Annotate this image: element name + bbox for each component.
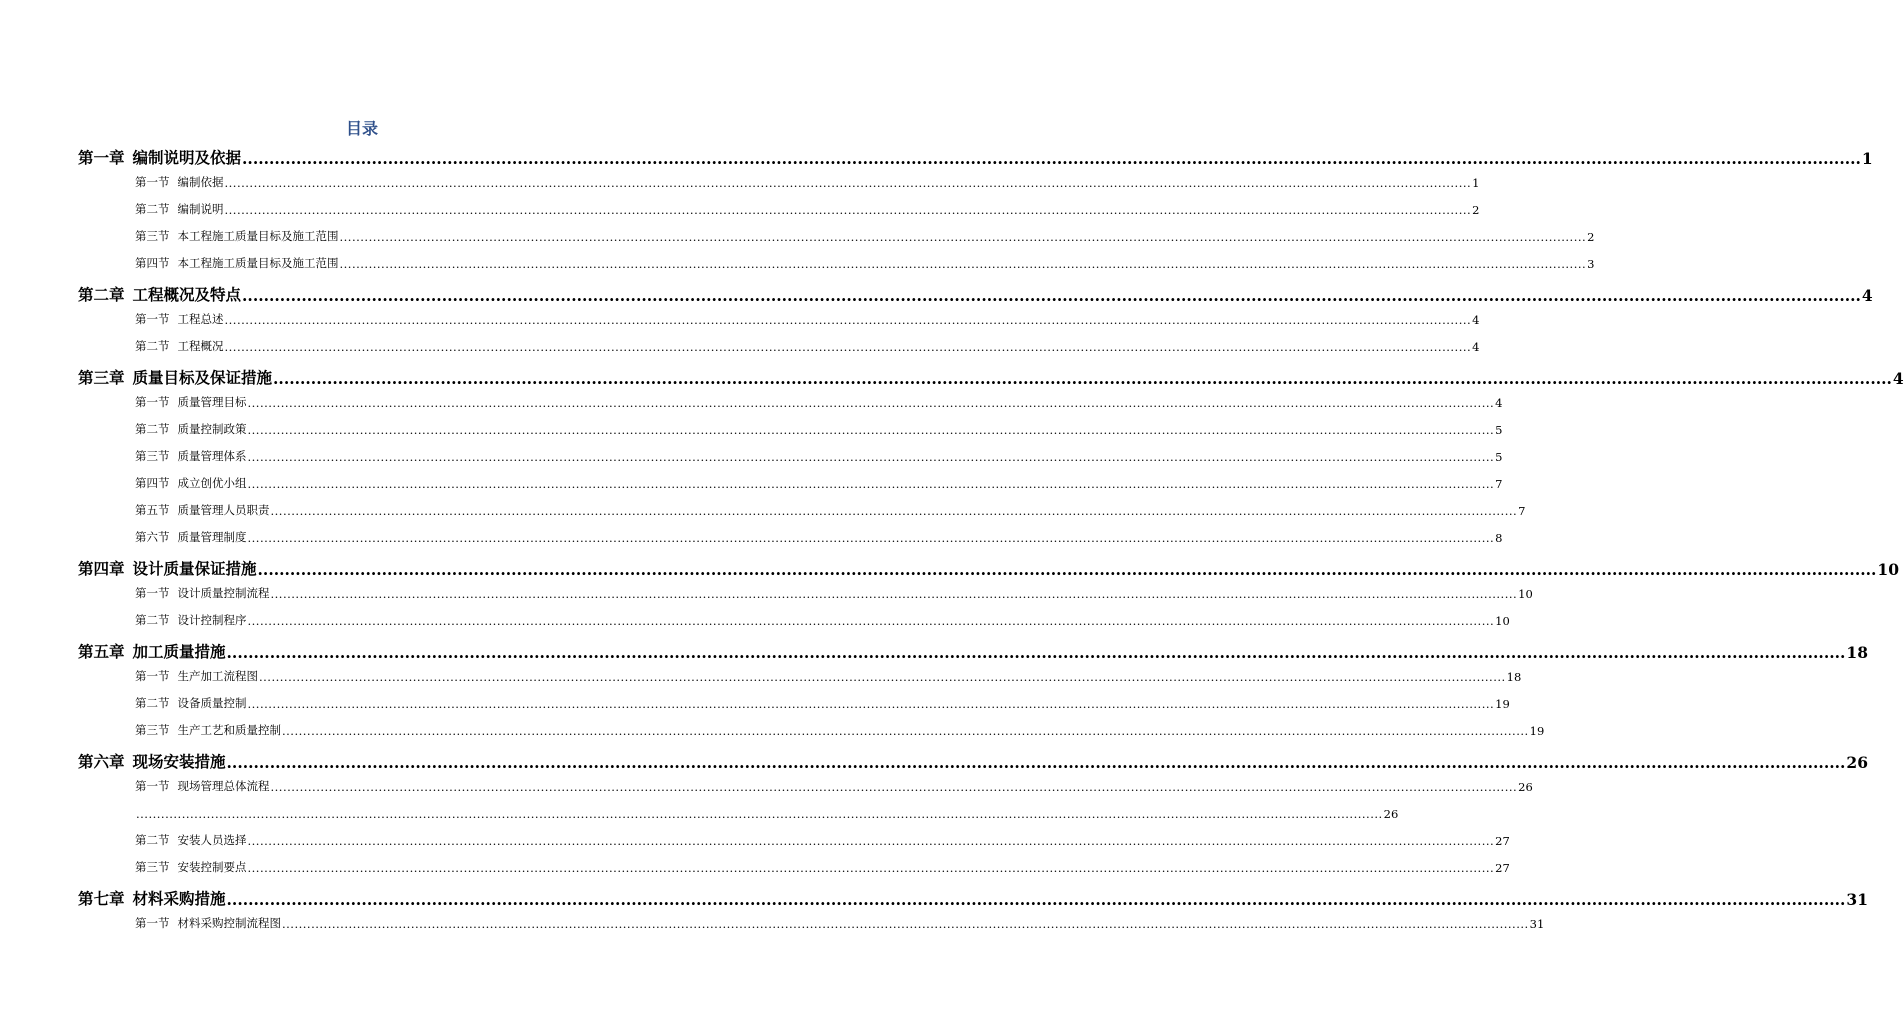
toc-entry-text: 工程总述 (177, 312, 224, 326)
toc-section-entry[interactable] (135, 390, 1503, 410)
toc-page-number: 19 (1529, 724, 1545, 738)
toc-entry-text: 生产加工流程图 (177, 669, 258, 683)
toc-entry-number: 第四章 (78, 559, 125, 578)
toc-page-number: 26 (1518, 780, 1533, 794)
toc-page-number: 26 (1383, 807, 1399, 821)
toc-page-number: 4 (1861, 286, 1873, 305)
toc-leader-dots: ............................................................................................................................................................................................................................................................................................................ (259, 670, 1506, 684)
toc-page-number: 4 (1472, 313, 1480, 327)
toc-page-number: 27 (1495, 861, 1510, 875)
toc-entry-text: 设计质量保证措施 (132, 559, 257, 578)
toc-entry-text: 本工程施工质量目标及施工范围 (177, 256, 339, 270)
toc-entry-text: 成立创优小组 (177, 476, 247, 490)
toc-entry-number: 第二节 (135, 696, 170, 710)
toc-entry-number: 第三节 (135, 860, 170, 874)
toc-leader-dots: ............................................................................................................................................................................................................................................................................................................ (247, 423, 1495, 437)
toc-leader-dots: ............................................................................................................................................................................................................................................................................................................ (224, 176, 1472, 190)
toc-entry-text: 质量管理制度 (177, 530, 247, 544)
toc-page-number: 5 (1495, 423, 1503, 437)
toc-page-number: 1 (1861, 149, 1873, 168)
toc-entry-number: 第一节 (135, 779, 170, 793)
toc-section-entry[interactable] (135, 828, 1510, 848)
toc-entry-number: 第五章 (78, 642, 125, 661)
toc-section-entry[interactable] (135, 224, 1595, 244)
toc-page-number: 27 (1495, 834, 1510, 848)
toc-entry-text: 设计控制程序 (177, 613, 247, 627)
toc-page-number: 18 (1506, 670, 1522, 684)
toc-entry-number: 第二节 (135, 613, 170, 627)
toc-section-entry[interactable] (135, 608, 1510, 628)
toc-entry-text: 质量管理目标 (177, 395, 247, 409)
toc-leader-dots: ............................................................................................................................................................................................................................................................................................................ (270, 587, 1518, 601)
toc-leader-dots: ............................................................................................................................................................................................................................................................................................................ (247, 614, 1495, 628)
toc-entry-text: 安装控制要点 (177, 860, 247, 874)
toc-page-number: 4 (1495, 396, 1503, 410)
toc-entry-number: 第五节 (135, 503, 170, 517)
toc-leader-dots: ............................................................................................................................................................................................................................................................................................................ (242, 286, 1861, 305)
toc-page-number: 2 (1472, 203, 1480, 217)
toc-section-entry[interactable] (135, 664, 1522, 684)
toc-leader-dots: ............................................................................................................................................................................................................................................................................................................ (226, 753, 1846, 772)
toc-section-entry[interactable] (135, 471, 1503, 491)
toc-leader-dots: ............................................................................................................................................................................................................................................................................................................ (282, 917, 1529, 931)
toc-entry-text: 材料采购控制流程图 (177, 916, 281, 930)
toc-leader-dots: ............................................................................................................................................................................................................................................................................................................ (247, 477, 1495, 491)
toc-entry-text: 质量管理人员职责 (177, 503, 270, 517)
toc-entry-number: 第四节 (135, 476, 170, 490)
toc-entry-text: 质量目标及保证措施 (132, 368, 273, 387)
toc-entry-text: 设备质量控制 (177, 696, 247, 710)
toc-leader-dots: ............................................................................................................................................................................................................................................................................................................ (247, 396, 1495, 410)
toc-entry-text: 工程概况 (177, 339, 224, 353)
toc-leader-dots: ............................................................................................................................................................................................................................................................................................................ (242, 149, 1861, 168)
toc-entry-text: 质量控制政策 (177, 422, 247, 436)
toc-entry-text: 生产工艺和质量控制 (177, 723, 281, 737)
toc-entry-text: 本工程施工质量目标及施工范围 (177, 229, 339, 243)
toc-entry-number: 第一节 (135, 586, 170, 600)
toc-entry-number: 第六章 (78, 752, 125, 771)
toc-entry-number: 第三节 (135, 229, 170, 243)
toc-leader-dots: ............................................................................................................................................................................................................................................................................................................ (247, 834, 1495, 848)
toc-page-number: 7 (1518, 504, 1526, 518)
toc-entry-number: 第一节 (135, 312, 170, 326)
toc-chapter-entry[interactable] (78, 362, 1904, 388)
toc-page-number: 8 (1495, 531, 1503, 545)
toc-page-number: 4 (1892, 369, 1904, 388)
toc-page-number: 2 (1587, 230, 1595, 244)
toc-entry-text: 编制依据 (177, 175, 224, 189)
toc-page-number: 5 (1495, 450, 1503, 464)
toc-page-number: 4 (1472, 340, 1480, 354)
toc-page-number: 10 (1495, 614, 1510, 628)
toc-leader-dots: ............................................................................................................................................................................................................................................................................................................ (226, 643, 1846, 662)
toc-entry-number: 第三章 (78, 368, 125, 387)
toc-entry-text: 材料采购措施 (132, 889, 226, 908)
toc-page-number: 18 (1846, 643, 1868, 662)
toc-section-entry[interactable] (135, 444, 1503, 464)
toc-entry-number: 第四节 (135, 256, 170, 270)
toc-section-entry[interactable] (135, 525, 1503, 545)
toc-entry-text: 现场管理总体流程 (177, 779, 270, 793)
toc-entry-number: 第六节 (135, 530, 170, 544)
toc-page-number: 3 (1587, 257, 1595, 271)
toc-section-entry[interactable] (135, 581, 1533, 601)
toc-section-entry[interactable] (135, 911, 1545, 931)
toc-chapter-entry[interactable] (78, 142, 1873, 168)
toc-entry-number: 第一节 (135, 395, 170, 409)
toc-page-number: 19 (1495, 697, 1510, 711)
toc-entry-text: 加工质量措施 (132, 642, 226, 661)
toc-section-entry[interactable] (135, 774, 1533, 794)
toc-entry-number: 第二节 (135, 202, 170, 216)
toc-chapter-entry[interactable] (78, 883, 1868, 909)
toc-entry-number: 第二章 (78, 285, 125, 304)
toc-leader-dots: ............................................................................................................................................................................................................................................................................................................ (339, 230, 1587, 244)
toc-page-number: 10 (1877, 560, 1899, 579)
toc-entry-number: 第三节 (135, 723, 170, 737)
toc-entry-text: 安装人员选择 (177, 833, 247, 847)
toc-page-number: 1 (1472, 176, 1480, 190)
toc-page-number: 26 (1846, 753, 1868, 772)
toc-entry-number: 第二节 (135, 339, 170, 353)
toc-leader-dots: ............................................................................................................................................................................................................................................................................................................ (247, 861, 1495, 875)
toc-entry-number: 第一章 (78, 148, 125, 167)
toc-entry-number: 第七章 (78, 889, 125, 908)
toc-page-number: 7 (1495, 477, 1503, 491)
toc-page-number: 31 (1846, 890, 1868, 909)
toc-leader-dots: ............................................................................................................................................................................................................................................................................................................ (247, 531, 1495, 545)
toc-leader-dots: ............................................................................................................................................................................................................................................................................................................ (247, 450, 1495, 464)
toc-section-entry[interactable] (135, 855, 1510, 875)
toc-leader-dots: ............................................................................................................................................................................................................................................................................................................ (224, 313, 1472, 327)
toc-entry-text: 编制说明 (177, 202, 224, 216)
toc-section-entry[interactable] (135, 170, 1480, 190)
toc-title: 目录 (345, 119, 378, 138)
toc-section-entry[interactable] (135, 718, 1545, 738)
toc-section-entry[interactable] (135, 691, 1510, 711)
toc-entry-number: 第一节 (135, 669, 170, 683)
toc-section-entry[interactable] (135, 307, 1480, 327)
toc-leader-dots: ............................................................................................................................................................................................................................................................................................................ (247, 697, 1495, 711)
toc-entry-text: 设计质量控制流程 (177, 586, 270, 600)
toc-leader-dots: ............................................................................................................................................................................................................................................................................................................ (257, 560, 1877, 579)
toc-leader-dots: ............................................................................................................................................................................................................................................................................................................ (282, 724, 1529, 738)
toc-chapter-entry[interactable] (78, 553, 1899, 579)
toc-entry-number: 第二节 (135, 422, 170, 436)
toc-section-entry[interactable] (135, 251, 1595, 271)
toc-leader-dots: ............................................................................................................................................................................................................................................................................................................ (339, 257, 1587, 271)
toc-leader-dots: ............................................................................................................................................................................................................................................................................................................ (270, 504, 1518, 518)
toc-leader-dots: ............................................................................................................................................................................................................................................................................................................ (224, 340, 1472, 354)
toc-entry-number: 第一节 (135, 175, 170, 189)
toc-entry-text: 质量管理体系 (177, 449, 247, 463)
toc-section-entry[interactable] (135, 197, 1480, 217)
toc-entry-number: 第二节 (135, 833, 170, 847)
toc-section-entry[interactable] (135, 334, 1480, 354)
toc-chapter-entry[interactable] (78, 636, 1868, 662)
toc-section-entry[interactable] (135, 417, 1503, 437)
toc-entry-text: 现场安装措施 (132, 752, 226, 771)
toc-entry-number: 第三节 (135, 449, 170, 463)
toc-section-entry[interactable] (135, 498, 1526, 518)
toc-page-number: 31 (1529, 917, 1545, 931)
toc-entry-number: 第一节 (135, 916, 170, 930)
toc-leader-dots: ............................................................................................................................................................................................................................................................................................................ (224, 203, 1472, 217)
toc-chapter-entry[interactable] (78, 279, 1873, 305)
toc-leader-dots: ............................................................................................................................................................................................................................................................................................................ (136, 807, 1383, 821)
toc-section-entry[interactable] (135, 801, 1399, 821)
toc-entry-text: 编制说明及依据 (132, 148, 242, 167)
toc-leader-dots: ............................................................................................................................................................................................................................................................................................................ (273, 369, 1892, 388)
toc-chapter-entry[interactable] (78, 746, 1868, 772)
toc-leader-dots: ............................................................................................................................................................................................................................................................................................................ (226, 890, 1846, 909)
toc-leader-dots: ............................................................................................................................................................................................................................................................................................................ (270, 780, 1518, 794)
toc-page-number: 10 (1518, 587, 1533, 601)
toc-entry-text: 工程概况及特点 (132, 285, 242, 304)
